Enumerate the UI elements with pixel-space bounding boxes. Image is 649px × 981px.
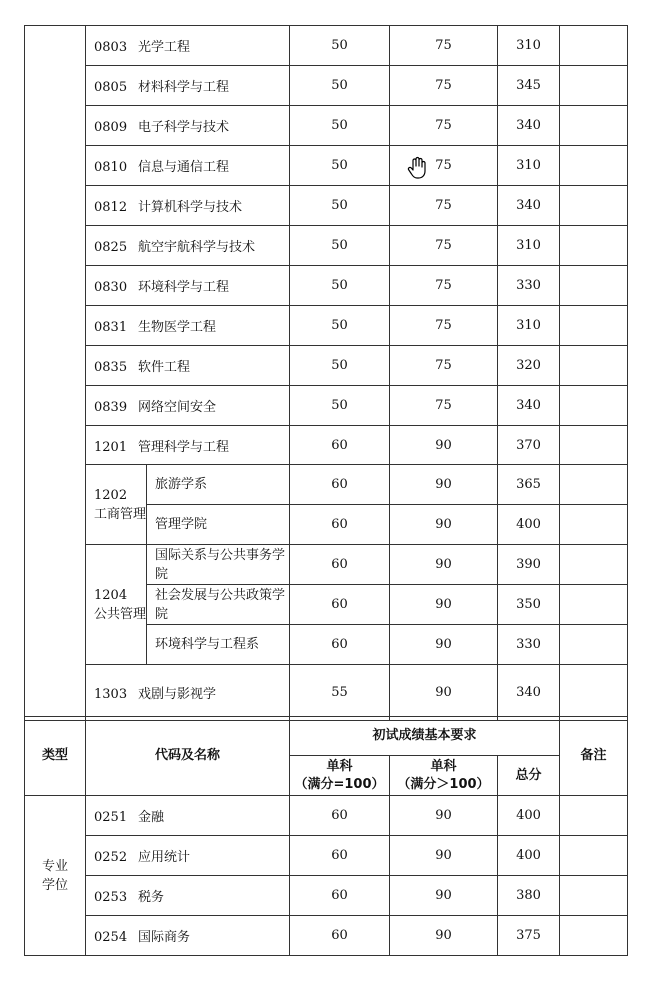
single-score-over-cell: 75 bbox=[390, 146, 498, 186]
remark-cell bbox=[560, 306, 628, 346]
table-row bbox=[25, 665, 628, 721]
table-row bbox=[25, 106, 628, 146]
header-remark: 备注 bbox=[560, 717, 628, 796]
single-score-cell: 60 bbox=[290, 505, 390, 545]
table-row bbox=[25, 876, 628, 916]
total-score-cell: 345 bbox=[498, 66, 560, 106]
single-score-over-cell: 90 bbox=[390, 545, 498, 585]
remark-cell bbox=[560, 796, 628, 836]
single-score-cell: 55 bbox=[290, 665, 390, 721]
code-name-cell: 0251 金融 bbox=[86, 796, 290, 836]
header-row bbox=[25, 717, 628, 756]
single-score-cell: 60 bbox=[290, 796, 390, 836]
single-score-cell: 60 bbox=[290, 836, 390, 876]
code-name-cell: 1303 戏剧与影视学 bbox=[86, 665, 290, 721]
total-score-cell: 310 bbox=[498, 146, 560, 186]
single-score-over-cell: 75 bbox=[390, 106, 498, 146]
remark-cell bbox=[560, 426, 628, 465]
total-score-cell: 375 bbox=[498, 916, 560, 956]
total-score-cell: 390 bbox=[498, 545, 560, 585]
type-cell-professional: 专业 学位 bbox=[25, 796, 86, 956]
single-score-cell: 50 bbox=[290, 226, 390, 266]
code-name-cell: 0254 国际商务 bbox=[86, 916, 290, 956]
code-name-cell: 0825 航空宇航科学与技术 bbox=[86, 226, 290, 266]
total-score-cell: 340 bbox=[498, 665, 560, 721]
single-score-over-cell: 75 bbox=[390, 186, 498, 226]
table-row bbox=[25, 346, 628, 386]
sub-unit-cell: 环境科学与工程系 bbox=[147, 625, 290, 665]
single-score-over-cell: 90 bbox=[390, 665, 498, 721]
remark-cell bbox=[560, 106, 628, 146]
header-single-over-100: 单科 （满分＞100） bbox=[390, 756, 498, 796]
single-score-over-cell: 90 bbox=[390, 585, 498, 625]
remark-cell bbox=[560, 146, 628, 186]
remark-cell bbox=[560, 465, 628, 505]
sub-unit-cell: 旅游学系 bbox=[147, 465, 290, 505]
total-score-cell: 340 bbox=[498, 186, 560, 226]
code-name-cell: 0831 生物医学工程 bbox=[86, 306, 290, 346]
single-score-over-cell: 90 bbox=[390, 836, 498, 876]
header-total: 总分 bbox=[498, 756, 560, 796]
total-score-cell: 320 bbox=[498, 346, 560, 386]
remark-cell bbox=[560, 836, 628, 876]
total-score-cell: 400 bbox=[498, 836, 560, 876]
sub-unit-cell: 国际关系与公共事务学院 bbox=[147, 545, 290, 585]
table-row bbox=[25, 916, 628, 956]
single-score-over-cell: 90 bbox=[390, 426, 498, 465]
group-code-name-cell: 1204 公共管理 bbox=[86, 545, 147, 665]
code-name-cell: 1201 管理科学与工程 bbox=[86, 426, 290, 465]
single-score-cell: 60 bbox=[290, 625, 390, 665]
single-score-cell: 60 bbox=[290, 876, 390, 916]
single-score-cell: 50 bbox=[290, 66, 390, 106]
single-score-cell: 50 bbox=[290, 186, 390, 226]
single-score-cell: 60 bbox=[290, 426, 390, 465]
remark-cell bbox=[560, 66, 628, 106]
remark-cell bbox=[560, 665, 628, 721]
header-single-100: 单科 （满分=100） bbox=[290, 756, 390, 796]
total-score-cell: 310 bbox=[498, 226, 560, 266]
remark-cell bbox=[560, 386, 628, 426]
single-score-over-cell: 75 bbox=[390, 26, 498, 66]
single-score-over-cell: 90 bbox=[390, 916, 498, 956]
remark-cell bbox=[560, 876, 628, 916]
single-score-cell: 50 bbox=[290, 146, 390, 186]
total-score-cell: 340 bbox=[498, 106, 560, 146]
total-score-cell: 330 bbox=[498, 625, 560, 665]
header-type: 类型 bbox=[25, 717, 86, 796]
single-score-cell: 60 bbox=[290, 916, 390, 956]
table-row bbox=[25, 386, 628, 426]
table-row bbox=[25, 465, 628, 505]
remark-cell bbox=[560, 26, 628, 66]
remark-cell bbox=[560, 186, 628, 226]
code-name-cell: 0830 环境科学与工程 bbox=[86, 266, 290, 306]
single-score-over-cell: 90 bbox=[390, 625, 498, 665]
single-score-cell: 50 bbox=[290, 346, 390, 386]
remark-cell bbox=[560, 585, 628, 625]
single-score-over-cell: 75 bbox=[390, 66, 498, 106]
total-score-cell: 340 bbox=[498, 386, 560, 426]
total-score-cell: 310 bbox=[498, 306, 560, 346]
remark-cell bbox=[560, 505, 628, 545]
table-row bbox=[25, 306, 628, 346]
single-score-cell: 50 bbox=[290, 266, 390, 306]
single-score-over-cell: 75 bbox=[390, 386, 498, 426]
total-score-cell: 400 bbox=[498, 505, 560, 545]
hand-cursor-icon bbox=[406, 156, 428, 180]
single-score-over-cell: 90 bbox=[390, 796, 498, 836]
table-row bbox=[25, 426, 628, 465]
single-score-cell: 50 bbox=[290, 306, 390, 346]
single-score-over-cell: 75 bbox=[390, 266, 498, 306]
header-requirements: 初试成绩基本要求 bbox=[290, 717, 560, 756]
table-row bbox=[25, 545, 628, 585]
table-row bbox=[25, 186, 628, 226]
code-name-cell: 0805 材料科学与工程 bbox=[86, 66, 290, 106]
table-row bbox=[25, 226, 628, 266]
single-score-cell: 60 bbox=[290, 545, 390, 585]
code-name-cell: 0812 计算机科学与技术 bbox=[86, 186, 290, 226]
single-score-over-cell: 90 bbox=[390, 465, 498, 505]
single-score-cell: 60 bbox=[290, 465, 390, 505]
sub-unit-cell: 社会发展与公共政策学院 bbox=[147, 585, 290, 625]
table-row bbox=[25, 66, 628, 106]
single-score-over-cell: 75 bbox=[390, 346, 498, 386]
table-row bbox=[25, 26, 628, 66]
professional-degree-table bbox=[24, 716, 628, 956]
code-name-cell: 0253 税务 bbox=[86, 876, 290, 916]
sub-unit-cell: 管理学院 bbox=[147, 505, 290, 545]
single-score-over-cell: 90 bbox=[390, 876, 498, 916]
single-score-cell: 50 bbox=[290, 106, 390, 146]
code-name-cell: 0809 电子科学与技术 bbox=[86, 106, 290, 146]
table-row bbox=[25, 836, 628, 876]
single-score-over-cell: 75 bbox=[390, 226, 498, 266]
code-name-cell: 0835 软件工程 bbox=[86, 346, 290, 386]
total-score-cell: 370 bbox=[498, 426, 560, 465]
code-name-cell: 0803 光学工程 bbox=[86, 26, 290, 66]
table-row bbox=[25, 266, 628, 306]
single-score-cell: 60 bbox=[290, 585, 390, 625]
single-score-cell: 50 bbox=[290, 386, 390, 426]
academic-degree-table bbox=[24, 25, 628, 721]
header-code-name: 代码及名称 bbox=[86, 717, 290, 796]
code-name-cell: 0839 网络空间安全 bbox=[86, 386, 290, 426]
total-score-cell: 365 bbox=[498, 465, 560, 505]
code-name-cell: 0252 应用统计 bbox=[86, 836, 290, 876]
single-score-cell: 50 bbox=[290, 26, 390, 66]
remark-cell bbox=[560, 916, 628, 956]
total-score-cell: 330 bbox=[498, 266, 560, 306]
group-code-name-cell: 1202 工商管理 bbox=[86, 465, 147, 545]
remark-cell bbox=[560, 346, 628, 386]
type-cell-empty bbox=[25, 26, 86, 721]
single-score-over-cell: 90 bbox=[390, 505, 498, 545]
table-row bbox=[25, 796, 628, 836]
remark-cell bbox=[560, 226, 628, 266]
code-name-cell: 0810 信息与通信工程 bbox=[86, 146, 290, 186]
remark-cell bbox=[560, 545, 628, 585]
table-row bbox=[25, 146, 628, 186]
remark-cell bbox=[560, 266, 628, 306]
single-score-over-cell: 75 bbox=[390, 306, 498, 346]
total-score-cell: 310 bbox=[498, 26, 560, 66]
remark-cell bbox=[560, 625, 628, 665]
total-score-cell: 400 bbox=[498, 796, 560, 836]
total-score-cell: 380 bbox=[498, 876, 560, 916]
total-score-cell: 350 bbox=[498, 585, 560, 625]
